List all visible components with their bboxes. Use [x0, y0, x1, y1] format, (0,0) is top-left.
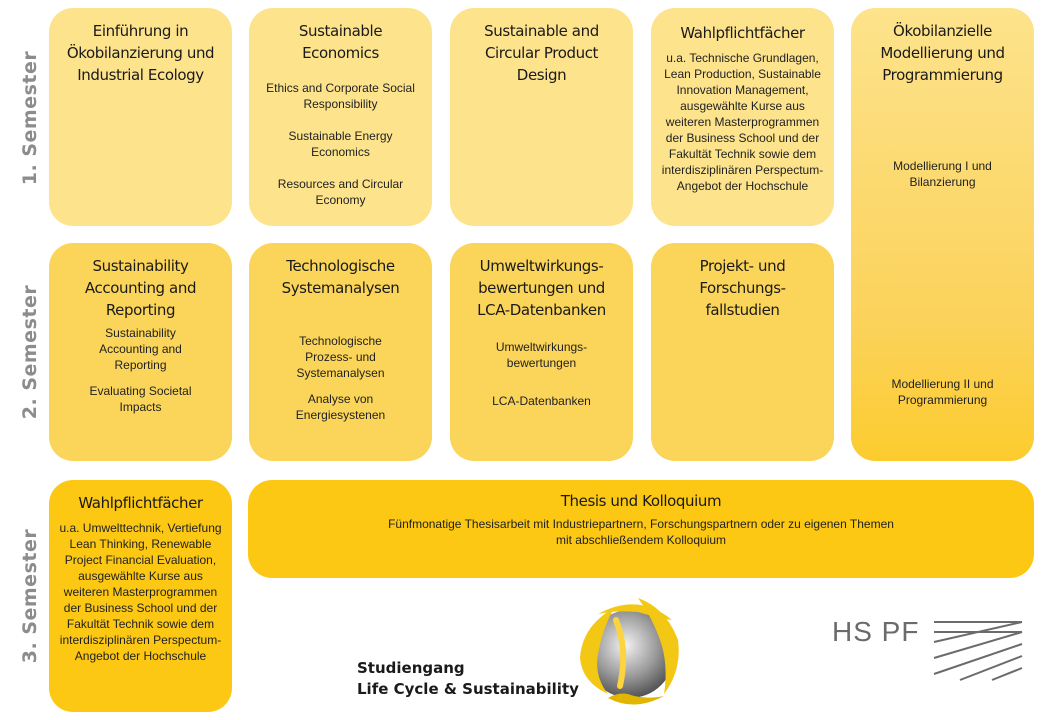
module-oekobilanzierung-einfuehrung	[49, 8, 232, 226]
module-sub-accounting: Sustainability Accounting and Reporting	[99, 326, 182, 372]
module-technologische-systemanalysen	[249, 243, 432, 461]
program-name: Studiengang Life Cycle & Sustainability	[357, 659, 579, 698]
module-title: Einführung in Ökobilanzierung und Industrial Ecology	[66, 22, 215, 84]
sphere-logo-icon	[568, 590, 693, 715]
module-title: Umweltwirkungs-bewertungen und LCA-Datenbanken	[477, 257, 606, 319]
module-sub-ethics: Ethics and Corporate Social Responsibility	[266, 81, 415, 111]
module-sub-energy-economics: Sustainable Energy Economics	[288, 129, 393, 159]
module-sub-energiesysteme: Analyse von Energiesystenen	[295, 392, 386, 422]
module-sustainability-accounting	[49, 243, 232, 461]
module-title: Technologische Systemanalysen	[281, 257, 400, 297]
module-umweltwirkungsbewertungen	[450, 243, 633, 461]
module-sub-modellierung-1: Modellierung I und Bilanzierung	[893, 159, 992, 189]
module-title: Sustainable and Circular Product Design	[484, 22, 599, 84]
module-projekt-fallstudien	[651, 243, 834, 461]
university-logo-icon	[930, 618, 1026, 684]
module-title: Sustainability Accounting and Reporting	[84, 257, 197, 319]
module-title: Thesis und Kolloquium	[560, 492, 722, 510]
module-sub-prozessanalysen: Technologische Prozess- und Systemanalysen	[296, 334, 385, 380]
module-product-design	[450, 8, 633, 226]
module-sub-umweltwirkung: Umweltwirkungs-bewertungen	[495, 340, 588, 370]
module-title: Wahlpflichtfächer	[680, 24, 805, 42]
module-description: u.a. Umwelttechnik, Vertiefung Lean Thinking, Renewable Project Financial Evaluation, ausgewählte Kurse aus weiteren Masterprogrammen der Business School und der Fakultät Technik sowie dem interdisziplinären Perspectum-Angebot der Hochschule	[59, 521, 222, 663]
semester-1-label: 1. Semester	[19, 50, 41, 186]
module-sub-lca-datenbanken: LCA-Datenbanken	[492, 394, 591, 408]
module-oekobilanzielle-modellierung	[851, 8, 1034, 461]
module-description: u.a. Technische Grundlagen, Lean Production, Sustainable Innovation Management, ausgewählte Kurse aus weiteren Masterprogrammen der Business School und der Fakultät Technik sowie dem interdisziplinären Perspectum-Angebot der Hochschule	[661, 51, 824, 193]
module-sub-modellierung-2: Modellierung II und Programmierung	[891, 377, 994, 407]
module-title: Wahlpflichtfächer	[78, 494, 203, 512]
semester-2-label: 2. Semester	[19, 284, 41, 420]
module-sub-resources: Resources and Circular Economy	[277, 177, 404, 207]
module-title: Projekt- und Forschungs-fallstudien	[699, 257, 786, 319]
module-sustainable-economics	[249, 8, 432, 226]
module-sub-societal-impacts: Evaluating Societal Impacts	[89, 384, 192, 414]
module-wahlpflicht-2	[49, 480, 232, 712]
module-wahlpflicht-1	[651, 8, 834, 226]
semester-3-label: 3. Semester	[19, 528, 41, 664]
module-title: Ökobilanzielle Modellierung und Programmierung	[880, 22, 1005, 84]
module-description: Fünfmonatige Thesisarbeit mit Industriepartnern, Forschungspartnern oder zu eigenen Themen mit abschließendem Kolloquium	[388, 517, 894, 547]
module-title: Sustainable Economics	[298, 22, 383, 62]
module-thesis-kolloquium	[248, 480, 1034, 578]
university-logo-text: HS PF	[832, 616, 920, 647]
